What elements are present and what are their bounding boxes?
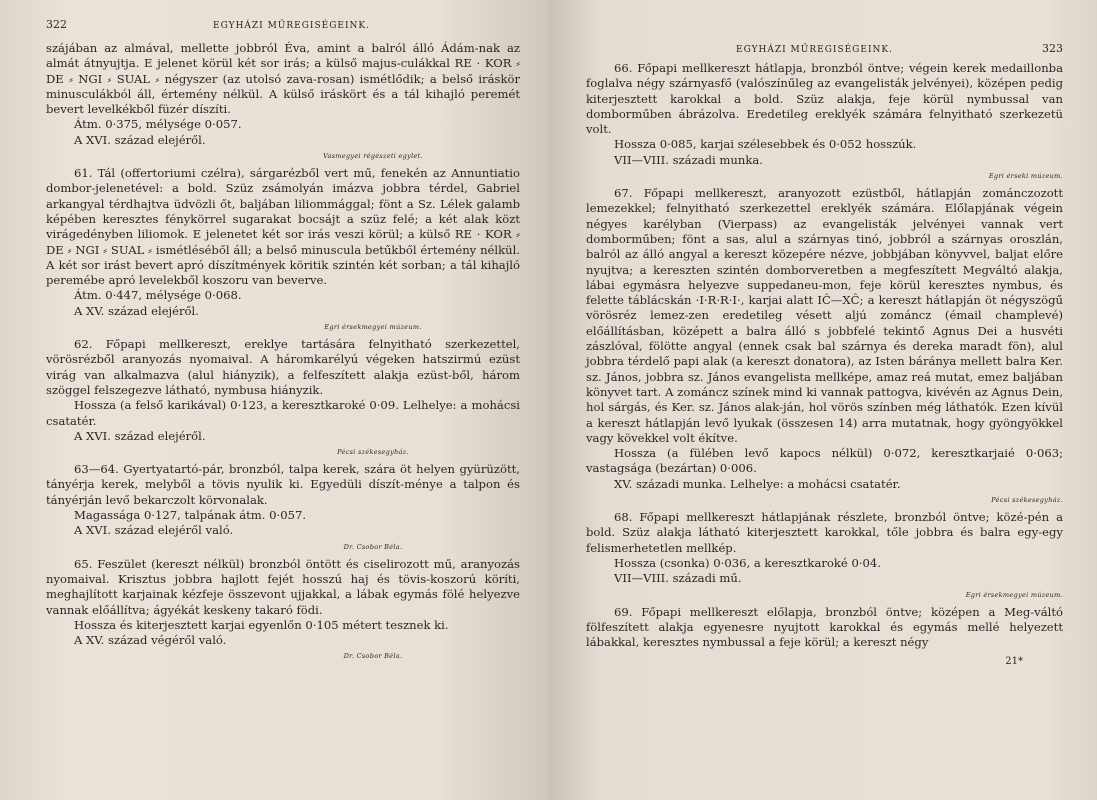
credit-line: Egri érsekmegyei múzeum. [965, 590, 1063, 599]
signature-mark: 21* [1005, 656, 1023, 668]
credit-line: Dr. Csobor Béla. [343, 542, 403, 551]
dating: A XV. század végéről való. [74, 633, 227, 648]
catalog-entry: 61. Tál (offertoriumi czélra), sárgarézből vert mű, fenekén az Annuntiatio dombor-jelenetével: a bold. Szüz zsámolyán imázva jobbra térdel, Gabriel arkangyal térdhajtva üdvözli őt, baljában liliommággal; fönt a Sz. Lélek galamb képében keresztes fénykörrel sugarakat bocsájt a szüz felé; a két alak közt virágedényben liliomok. E jelenetet két sor irás veszi körül; a külső RE · KOR ⸗ DE ⸗ NGI ⸗ SUAL ⸗ ismétléséből áll; a belső minuscula betűkből értemény nélkül. A két sor irást bevert apró díszítmények köritik szintén két sorban; a tál kihajló peremébe apró levelekből koszoru van beverve. [46, 166, 520, 288]
dating: A XVI. század elejéről. [74, 428, 206, 443]
dimensions: Hossza és kiterjesztett karjai egyenlőn 0·105 métert tesznek ki. [74, 617, 449, 632]
credit-line: Egri érsekmegyei múzeum. [324, 323, 422, 332]
catalog-entry: 62. Főpapi mellkereszt, ereklye tartására felnyitható szerkezettel, vörösrézből aranyozás nyomaival. A háromkarélyú végeken hatszirmú ezüst virág van alkalmazva (alul hiányzik), a felfeszített alakja ezüst-ből, három szöggel felszegezve látható, nymbusa hiányzik. [46, 337, 520, 397]
credit-line: Egri érseki múzeum. [988, 172, 1063, 181]
credit-line: Pécsi székesegyház. [991, 496, 1063, 505]
right-page-number: 323 [1042, 42, 1063, 55]
credit-line: Pécsi székesegyház. [337, 448, 409, 457]
paragraph: Átm. 0·375, mélysége 0·057. [74, 117, 242, 132]
paragraph: A XVI. század elejéről. [74, 132, 206, 147]
catalog-entry: 68. Főpapi mellkereszt hátlapjának részlete, bronzból öntve; közé-pén a bold. Szüz alakja látható kiterjesztett karokkal, tőle jobbra és balra egy-egy felismerhetetlen mellkép. [586, 510, 1063, 555]
catalog-entry: 67. Főpapi mellkereszt, aranyozott ezüstből, hátlapján zománczozott lemezekkel; felnyitható szerkezettel ereklyék számára. Előlapjának végein négyes karélyban (Vierpass) az evangelisták jelvényei vannak vert domborműben; fönt a sas, alul a szárnyas tinó, jobbról a szárnyas oroszlán, balról az álló angyal a kereszt közepére nézve, jobbjában könyvvel, baljat előre nyujtva; a kereszten szintén domborveretben a megfeszített Megváltó alakja, lábai egymásra helyezve suppedaneu-mon, feje körül keresztes nymbus, és felette táblácskán ·I·R·R·I·, karjai alatt IĈ—XĈ; a kereszt hátlapján öt négyszögű vörösréz lemez-zen eredetileg vésett aljú zománcz (émail champlevé) előállításban, középett a balra álló s jobbfelé tekintő Agnus Dei a husvéti zászlóval, fölötte angyal (ennek csak bal szárnya és dereka maradt fön), alul jobbra térdelő papi alak (a kereszt donatora), az Isten bárányа mellett balra Ker. sz. János, jobbra sz. János evangelista mellképe, amaz reá mutat, emez baljában könyvet tart. A zománcz színek mind ki vannak pattogva, kivévén az Agnus Dein, hol sárgás, és Ker. sz. János alak-ján, hol vörös színben még láthatók. Ezen kívül a kereszt hátlapján levő lyukak (összesen 14) arra mutatnak, hogy gyöngyökkel vagy kövekkel volt ékítve. [586, 186, 1063, 445]
credit-line: Vasmegyei régészeti egylet. [323, 152, 423, 161]
catalog-entry: 63—64. Gyertyatartó-pár, bronzból, talpa kerek, szára öt helyen gyürüzött, tányérja kerek, melyből a tövis nyulik ki. Egyedüli díszít-ménye a talpon és tányérján levő bekarczolt körvonalak. [46, 462, 520, 507]
right-running-title: EGYHÁZI MŰREGISÉGEINK. [736, 45, 893, 55]
dimensions: Átm. 0·447, mélysége 0·068. [74, 288, 242, 303]
dimensions: Hossza (a felső karikával) 0·123, a keresztkaroké 0·09. Lelhelye: a mohácsi csatatér. [46, 398, 520, 428]
catalog-entry: 69. Főpapi mellkereszt előlapja, bronzból öntve; középen a Meg-váltó fölfeszített alakja egyenesre nyujtott karokkal és egymás mellé helyezett lábakkal, keresztes nymbussal a feje körül; a kereszt négy [586, 604, 1063, 650]
right-running-head [586, 42, 1063, 55]
catalog-entry: 65. Feszület (kereszt nélkül) bronzból öntött és ciselirozott mű, aranyozás nyomaival. Krisztus jobbra hajlott fejét hosszú haj és tövis-koszorú köríti, meghajlított karjainak kézfeje összevont ujjakkal, a lábak egymás fölé helyezve vannak előállítva; ágyékát keskeny takaró födi. [46, 556, 520, 617]
left-running-head [46, 18, 520, 31]
dating: A XV. század elejéről. [74, 303, 199, 318]
dating: A XVI. század elejéről való. [74, 523, 234, 538]
dimensions: Hossza 0·085, karjai szélesebbek és 0·052 hosszúk. [614, 137, 917, 152]
left-running-title: EGYHÁZI MŰREGISÉGEINK. [213, 21, 370, 31]
right-page [548, 0, 1097, 800]
dimensions: Hossza (csonka) 0·036, a keresztkaroké 0·04. [614, 555, 881, 570]
dimensions: Hossza (a fülében levő kapocs nélkül) 0·072, keresztkarjaié 0·063; vastagsága (bezártan) 0·006. [586, 446, 1063, 476]
dimensions: Magassága 0·127, talpának átm. 0·057. [74, 508, 307, 523]
left-page [0, 0, 548, 800]
left-page-number: 322 [46, 18, 67, 31]
credit-line: Dr. Csobor Béla. [343, 652, 403, 661]
catalog-entry: 66. Főpapi mellkereszt hátlapja, bronzból öntve; végein kerek medaillonba foglalva négy szárnyasfő (valószínűleg az evangelisták jelvényei), középen pedig kiterjesztett karokkal a bold. Szüz alakja, feje körül nymbussal van domborműben ábrázolva. Eredetileg ereklyék számára felnyitható szerkezetü volt. [586, 61, 1063, 137]
dating: XV. századi munka. Lelhelye: a mohácsi csatatér. [614, 476, 901, 491]
paragraph: szájában az almával, mellette jobbról Éva, amint a balról álló Ádám-nak az almát átnyujtja. E jelenet körül két sor irás; a külső majus-culákkal RE · KOR ⸗ DE ⸗ NGI ⸗ SUAL ⸗ négyszer (az utolsó zava-rosan) ismétlődik; a belső iráskör minusculákból áll, értemény nélkül. A külső iráskört és a tál kihajló peremét bevert levelkékből füzér díszíti. [46, 41, 520, 117]
dating: VII—VIII. századi munka. [614, 152, 763, 167]
dating: VII—VIII. századi mű. [614, 571, 742, 586]
